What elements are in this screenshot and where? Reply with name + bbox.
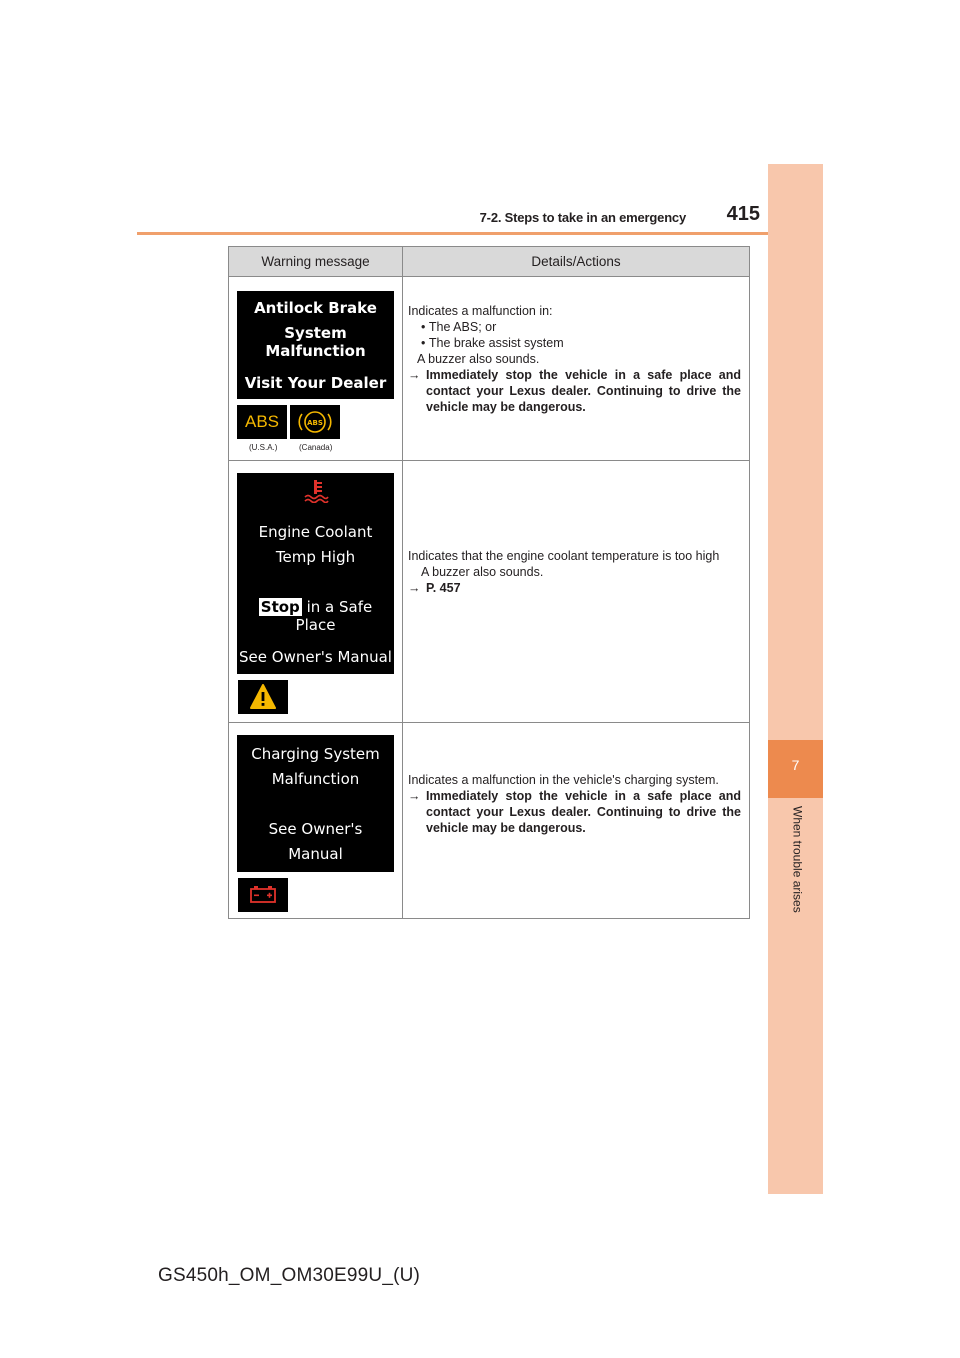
screen-text: Malfunction (271, 770, 360, 788)
warning-triangle-icon (238, 680, 288, 714)
battery-icon (238, 878, 288, 912)
document-code: GS450h_OM_OM30E99U_(U) (158, 1265, 421, 1286)
abs-circle-icon (290, 405, 340, 439)
arrow-icon: → (408, 580, 421, 595)
screen-text: Visit Your Dealer (244, 374, 387, 392)
warning-message-cell (229, 723, 403, 919)
chapter-side-tab (768, 164, 823, 1194)
screen-text: Antilock Brake (254, 299, 377, 317)
abs-circle-icon (290, 405, 340, 439)
warning-message-cell (229, 277, 403, 461)
details-cell (403, 277, 750, 461)
coolant-temp-icon (303, 479, 329, 503)
table-row (229, 461, 750, 723)
screen-text: Engine Coolant (258, 523, 373, 541)
screen-text: Temp High (275, 548, 356, 566)
header-rule (137, 232, 823, 235)
screen-text: in a Safe Place (295, 598, 373, 634)
column-header: Details/Actions (403, 247, 750, 277)
screen-text: Manual (288, 845, 343, 863)
screen-text: See Owner's Manual (239, 648, 392, 666)
abs-text-icon (237, 405, 287, 439)
arrow-icon: → (408, 367, 421, 382)
page-number: 415 (726, 203, 760, 225)
chapter-title: When trouble arises (790, 806, 805, 913)
stop-highlight: Stop (260, 598, 300, 616)
detail-bullet: • The brake assist system (421, 335, 564, 350)
detail-action (408, 367, 741, 415)
section-title: 7-2. Steps to take in an emergency (479, 210, 686, 225)
detail-note: A buzzer also sounds. (421, 564, 544, 579)
abs-circle-text: ABS (307, 419, 323, 427)
indicator-label: (U.S.A.) (249, 443, 278, 452)
detail-action (408, 788, 741, 836)
arrow-icon: → (408, 788, 421, 803)
details-cell (403, 461, 750, 723)
warning-table (228, 246, 750, 919)
screen-text-line (237, 598, 394, 634)
chapter-number: 7 (768, 740, 823, 798)
indicator-label: (Canada) (299, 443, 333, 452)
action-text: Immediately stop the vehicle in a safe place and contact your Lexus dealer. Continuing to drive the vehicle may be dangerous. (426, 367, 741, 414)
screen-text: Charging System (251, 745, 380, 763)
detail-text: Indicates that the engine coolant temperature is too high (408, 548, 720, 563)
screen-text: See Owner's (268, 820, 363, 838)
page-reference-link[interactable]: P. 457 (426, 580, 461, 595)
detail-bullet: • The ABS; or (421, 319, 497, 334)
detail-text: Indicates a malfunction in the vehicle's charging system. (408, 772, 719, 787)
column-header: Warning message (229, 247, 403, 277)
warning-message-cell (229, 461, 403, 723)
detail-note: A buzzer also sounds. (417, 351, 540, 366)
screen-text: System Malfunction (265, 324, 366, 360)
bullet-text: The brake assist system (428, 335, 564, 350)
details-cell (403, 723, 750, 919)
table-row (229, 277, 750, 461)
detail-action[interactable] (408, 580, 741, 596)
action-text: Immediately stop the vehicle in a safe place and contact your Lexus dealer. Continuing to drive the vehicle may be dangerous. (426, 788, 741, 835)
display-screen (237, 291, 394, 399)
bullet-text: The ABS; or (428, 319, 497, 334)
detail-text: Indicates a malfunction in: (408, 303, 553, 318)
display-screen (237, 473, 394, 674)
table-row (229, 723, 750, 919)
abs-text: ABS (244, 412, 280, 431)
display-screen (237, 735, 394, 872)
table-header-row (229, 247, 750, 277)
